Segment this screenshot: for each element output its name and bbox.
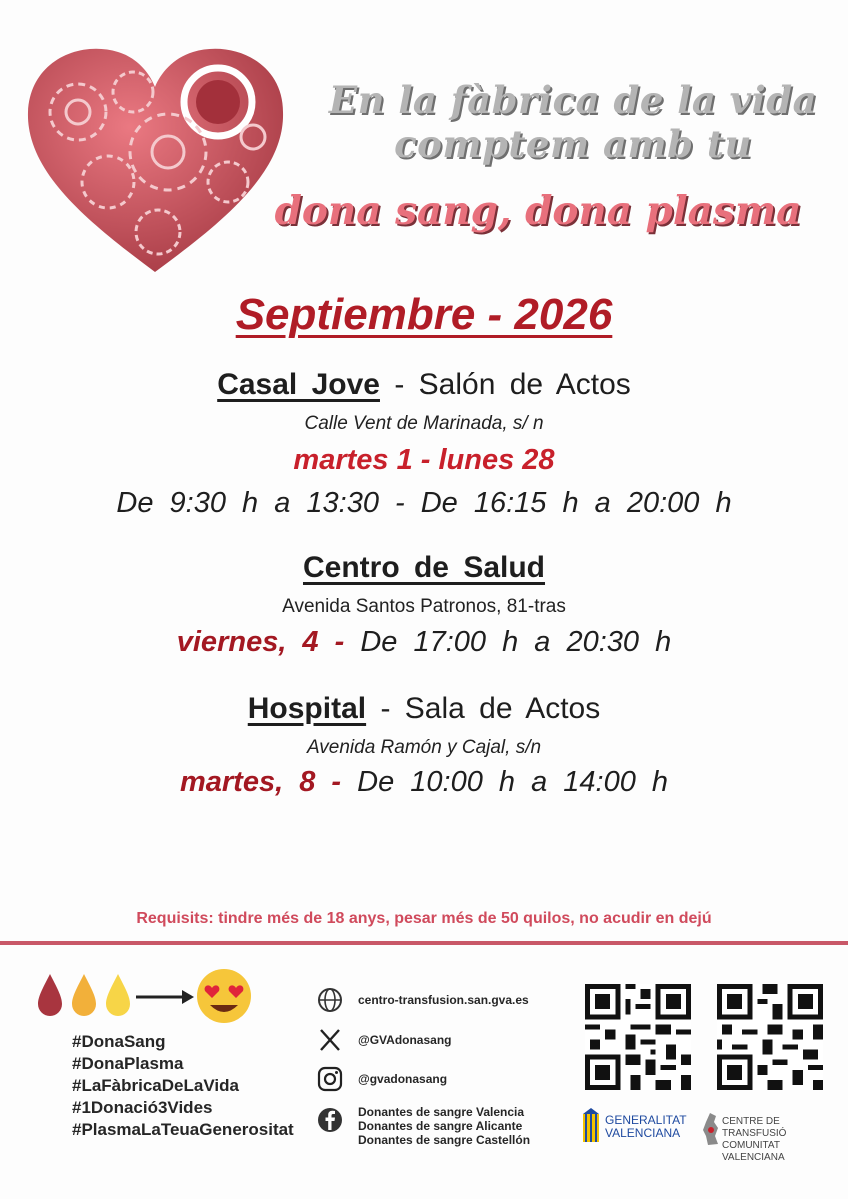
generalitat-line2: VALENCIANA	[605, 1126, 681, 1140]
blood-drop-icon	[72, 974, 96, 1016]
facebook-page[interactable]: Donantes de sangre Valencia	[358, 1105, 525, 1119]
x-handle[interactable]: @GVAdonasang	[358, 1033, 452, 1047]
social-x[interactable]	[316, 1026, 556, 1056]
location-2-hours: De 17:00 h a 20:30 h	[360, 626, 672, 658]
location-2-days: viernes, 4 -	[176, 626, 345, 658]
requirements-text: Requisits: tindre més de 18 anys, pesar més de 50 quilos, no acudir en dejú	[136, 910, 712, 927]
location-1-days: martes 1 - lunes 28	[293, 444, 555, 476]
hashtag[interactable]: #LaFàbricaDeLaVida	[72, 1076, 239, 1095]
drops-arrow-emoji-group	[34, 968, 264, 1024]
facebook-page[interactable]: Donantes de sangre Castellón	[358, 1133, 531, 1147]
instagram-handle[interactable]: @gvadonasang	[358, 1072, 448, 1086]
location-3-schedule	[0, 766, 848, 799]
location-3-address: Avenida Ramón y Cajal, s/n	[306, 737, 542, 758]
location-3-days: martes, 8 -	[179, 766, 342, 798]
ctcv-line1: CENTRE DE TRANSFUSIÓ	[722, 1116, 787, 1139]
location-1-room: - Salón de Actos	[394, 368, 631, 401]
location-2-address: Avenida Santos Patronos, 81-tras	[282, 596, 566, 617]
blood-drop-icon	[106, 974, 130, 1016]
x-logo-icon	[316, 1026, 344, 1054]
month-title: Septiembre - 2026	[235, 290, 613, 339]
social-instagram[interactable]	[316, 1065, 556, 1095]
hashtag-list	[72, 1031, 294, 1141]
facebook-pages	[358, 1105, 530, 1147]
location-1-name: Casal Jove	[217, 368, 380, 401]
location-1-title	[0, 368, 848, 402]
blood-drop-icon	[38, 974, 62, 1016]
location-2-schedule	[0, 626, 848, 659]
hashtag[interactable]: #1Donació3Vides	[72, 1098, 213, 1117]
heart-gears-icon	[18, 32, 293, 277]
divider	[0, 941, 848, 945]
ctcv-line2: COMUNITAT VALENCIANA	[722, 1140, 785, 1163]
generalitat-emblem-icon	[581, 1108, 601, 1146]
location-3-hours: De 10:00 h a 14:00 h	[357, 766, 669, 798]
heart-eyes-emoji-icon	[197, 969, 251, 1023]
website-link[interactable]: centro-transfusion.san.gva.es	[358, 993, 529, 1007]
location-3-name: Hospital	[247, 692, 367, 725]
facebook-icon	[316, 1106, 344, 1134]
qr-code-icon[interactable]	[717, 984, 823, 1090]
slogan-line-3: dona sang, dona plasma	[274, 188, 802, 234]
globe-icon	[316, 986, 344, 1014]
facebook-page[interactable]: Donantes de sangre Alicante	[358, 1119, 523, 1133]
location-3-room: - Sala de Actos	[380, 692, 601, 725]
location-3-title	[0, 692, 848, 726]
qr-code-icon[interactable]	[585, 984, 691, 1090]
arrow-right-icon	[136, 990, 194, 1004]
generalitat-logo	[581, 1106, 691, 1150]
ctcv-logo	[700, 1112, 835, 1163]
instagram-icon	[316, 1065, 344, 1093]
generalitat-line1: GENERALITAT	[605, 1113, 687, 1127]
location-2-name: Centro de Salud	[302, 551, 546, 584]
social-web[interactable]	[316, 986, 556, 1016]
slogan-line-2: comptem amb tu	[394, 122, 752, 166]
slogan-line-1: En la fàbrica de la vida	[328, 78, 818, 122]
hashtag[interactable]: #DonaPlasma	[72, 1054, 184, 1073]
location-2-title	[0, 551, 848, 585]
ctcv-map-icon	[700, 1112, 722, 1146]
hashtag[interactable]: #PlasmaLaTeuaGenerositat	[72, 1120, 294, 1139]
location-1-address: Calle Vent de Marinada, s/ n	[304, 413, 544, 434]
location-1-hours: De 9:30 h a 13:30 - De 16:15 h a 20:00 h	[116, 487, 732, 519]
social-facebook[interactable]	[316, 1106, 556, 1152]
hashtag[interactable]: #DonaSang	[72, 1032, 166, 1051]
